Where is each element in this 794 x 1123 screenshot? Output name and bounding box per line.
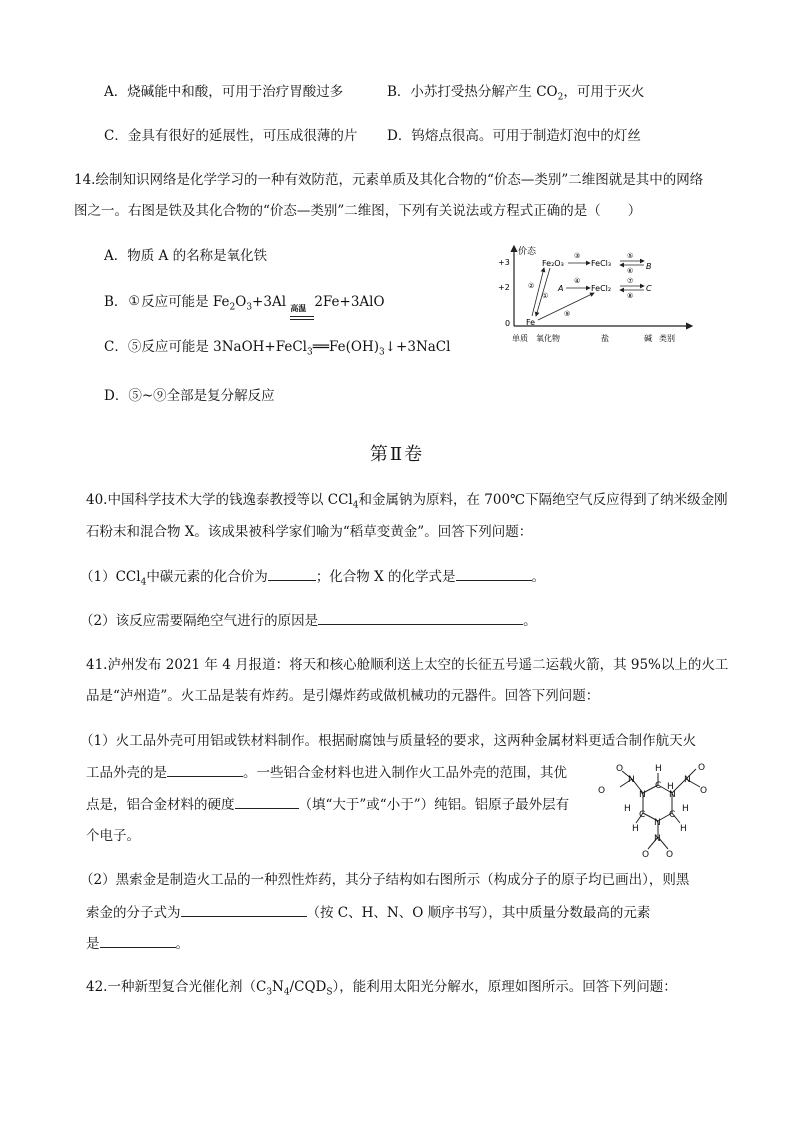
- arrow-label-3: ③: [574, 252, 581, 260]
- atom-h1: H: [655, 764, 662, 774]
- x-tick-salt: 盐: [601, 334, 609, 343]
- species-fecl3: FeCl₃: [591, 259, 612, 268]
- q41-part2-text: 索金的分子式为: [86, 905, 181, 921]
- answer-blank-molecular-formula[interactable]: [181, 902, 307, 917]
- arrow-label-7: ⑦: [627, 277, 634, 285]
- species-fe: Fe: [526, 318, 536, 327]
- q42-stem-text-n: N: [272, 979, 284, 995]
- q14-option-d-label: D．: [104, 388, 129, 404]
- species-a: A: [558, 284, 564, 293]
- q14-option-c: [104, 337, 450, 363]
- atom-c3: C: [669, 810, 676, 820]
- reaction-equals-line: [290, 316, 314, 320]
- subscript: 2: [557, 92, 564, 103]
- q41-stem-line1: 41.泸州发布 2021 年 4 月报道：将天和核心舱顺利送上太空的长征五号遥二运载火箭，其 95%以上的火工: [86, 657, 729, 673]
- species-fecl2: FeCl₂: [591, 284, 612, 293]
- atom-o2: O: [598, 786, 606, 796]
- circled-number: ⑤: [128, 388, 142, 404]
- y-tick-plus3: +3: [498, 258, 510, 267]
- q13-option-c: C．金具有很好的延展性，可压成很薄的片: [104, 128, 358, 144]
- q14-option-b: [104, 292, 385, 318]
- atom-n3: N: [654, 834, 661, 844]
- q40-part1-text-2: 中碳元素的化合价为: [146, 569, 268, 585]
- q14-stem-line2: 图之一。右图是铁及其化合物的“价态—类别”二维图，下列有关说法或方程式正确的是（ ）: [74, 203, 642, 219]
- q14-option-b-text-o: O: [235, 294, 247, 310]
- answer-blank-hardness[interactable]: [235, 794, 299, 809]
- q14-option-b-text: 反应可能是 Fe: [141, 294, 230, 310]
- subscript: 4: [283, 987, 290, 998]
- q14-option-a: A．物质 A 的名称是氧化铁: [104, 248, 268, 264]
- q40-part1-text-4: 。: [531, 569, 546, 585]
- x-tick-oxide: 氧化物: [536, 334, 560, 343]
- arrow-label-4: ④: [574, 277, 581, 285]
- q41-part1-line4: 个电子。: [86, 828, 140, 844]
- q40-part1-text: （1）CCl: [80, 569, 141, 585]
- answer-blank-element[interactable]: [100, 933, 176, 948]
- atom-o5: O: [642, 850, 650, 860]
- q41-part2-line2: [86, 902, 650, 923]
- q14-option-c-label: C．: [104, 339, 128, 355]
- iron-valence-diagram: [496, 240, 696, 350]
- atom-h4: H: [682, 804, 689, 814]
- q14-option-c-text-2: ══Fe(OH): [312, 339, 379, 355]
- q41-part1-text-4: （填“大于”或“小于”）纯铝。铝原子最外层有: [298, 797, 570, 813]
- q42-stem-text-cqd: /CQD: [289, 979, 327, 995]
- q13-option-b-text-2: ，可用于灭火: [563, 84, 645, 100]
- atom-n-ring2: N: [669, 790, 676, 800]
- q40-stem-line2: 石粉末和混合物 X。该成果被科学家们喻为“稻草变黄金”。回答下列问题：: [86, 524, 533, 540]
- arrow-label-9: ⑨: [564, 310, 571, 318]
- answer-blank-formula-x[interactable]: [456, 566, 532, 581]
- subscript: 3: [379, 347, 385, 358]
- q41-part1-text-2: 。一些铝合金材料也进入制作火工品外壳的范围，其优: [243, 765, 567, 781]
- x-axis-label: 类别: [659, 334, 675, 343]
- q40-stem-line1: [86, 490, 728, 516]
- y-tick-plus2: +2: [498, 283, 510, 292]
- q14-stem-line1: 14.绘制知识网络是化学学习的一种有效防范，元素单质及其化合物的“价态—类别”二维图就是其中的网络: [74, 172, 704, 188]
- subscript: 3: [266, 987, 273, 998]
- q41-part1-text: 工品外壳的是: [86, 765, 167, 781]
- atom-h5: H: [632, 824, 639, 834]
- circled-number: ⑤: [127, 339, 142, 355]
- atom-c1: C: [655, 781, 662, 791]
- subscript: S: [326, 987, 333, 998]
- species-c: C: [646, 284, 652, 293]
- q40-part1-text-3: ；化合物 X 的化学式是: [315, 569, 456, 585]
- q14-option-b-text-mid: +3Al: [252, 294, 291, 310]
- subscript: 3: [246, 302, 253, 313]
- q13-option-b: [387, 82, 644, 108]
- q41-part2-text-2: （按 C、H、N、O 顺序书写），其中质量分数最高的元素: [306, 905, 651, 921]
- answer-blank-valence[interactable]: [268, 566, 316, 581]
- x-tick-element: 单质: [512, 334, 528, 343]
- species-b: B: [646, 262, 652, 271]
- q13-option-d: D．钨熔点很高。可用于制造灯泡中的灯丝: [387, 128, 641, 144]
- q41-part2-line3: [86, 933, 189, 954]
- q14-option-d-text: 全部是复分解反应: [166, 388, 275, 404]
- atom-h6: H: [680, 824, 687, 834]
- q40-part2-text-2: 。: [523, 613, 537, 629]
- q41-part2-text-4: 。: [175, 936, 189, 952]
- arrow-label-2: ②: [528, 282, 535, 290]
- q14-option-c-text-3: ↓+3NaCl: [384, 339, 451, 355]
- species-fe2o3: Fe₂O₃: [542, 259, 564, 268]
- q40-stem-text: 40.中国科学技术大学的钱逸泰教授等以 CCl: [86, 492, 353, 508]
- circled-number: ①: [128, 294, 141, 309]
- q40-part2-text: （2）该反应需要隔绝空气进行的原因是: [80, 613, 319, 629]
- q41-part1-line2: [86, 762, 567, 783]
- q41-stem-line2: 品是“泸州造”。火工品是装有炸药。是引爆炸药或做机械功的元器件。回答下列问题：: [86, 688, 600, 704]
- rdx-molecule-diagram: [596, 757, 726, 865]
- q40-part1: [80, 566, 545, 593]
- atom-n-ring1: N: [639, 790, 646, 800]
- q13-option-a: A．烧碱能中和酸，可用于治疗胃酸过多: [104, 84, 344, 100]
- atom-c2: C: [639, 810, 646, 820]
- q40-part2: [80, 610, 537, 631]
- circled-number: ⑨: [153, 388, 167, 404]
- atom-h2: H: [667, 782, 674, 792]
- atom-n2: N: [684, 775, 691, 785]
- atom-n-ring3: N: [654, 818, 661, 828]
- subscript: 4: [140, 577, 147, 588]
- q42-stem-text-2: ），能利用太阳光分解水，原理如图所示。回答下列问题：: [332, 979, 677, 995]
- arrow-label-5: ⑤: [627, 252, 634, 260]
- q42-stem: [86, 977, 677, 1003]
- answer-blank-material[interactable]: [167, 762, 243, 777]
- atom-o4: O: [700, 786, 708, 796]
- arrow-label-1: ①: [542, 292, 549, 300]
- atom-n1: N: [628, 775, 635, 785]
- tilde: ~: [141, 388, 154, 404]
- q41-part1-line1: （1）火工品外壳可用铝或铁材料制作。根据耐腐蚀与质量轻的要求，这两种金属材料更适合制作航天火: [80, 733, 697, 749]
- q14-option-b-text-post: 2Fe+3AlO: [314, 294, 385, 310]
- q42-stem-text: 42.一种新型复合光催化剂（C: [86, 979, 267, 995]
- q14-option-b-label: B．: [104, 294, 128, 310]
- q41-part2-line1: （2）黑索金是制造火工品的一种烈性炸药，其分子结构如右图所示（构成分子的原子均已画出），则黑: [80, 872, 690, 888]
- y-tick-zero: 0: [505, 319, 511, 328]
- q41-part1-line3: [86, 794, 569, 815]
- q14-option-d: [104, 386, 275, 406]
- section-title: 第Ⅱ卷: [369, 444, 425, 465]
- subscript: 2: [229, 302, 236, 313]
- arrow-label-6: ⑥: [627, 267, 634, 275]
- y-axis-label: 价态: [518, 247, 537, 257]
- q41-part1-text-3: 点是，铝合金材料的硬度: [86, 797, 235, 813]
- atom-o3: O: [698, 763, 706, 773]
- reaction-condition-text: 高温: [290, 303, 307, 313]
- answer-blank-reason[interactable]: [318, 610, 523, 625]
- subscript: 4: [352, 500, 359, 511]
- q13-option-b-text: B．小苏打受热分解产生 CO: [387, 84, 558, 100]
- q40-stem-text-2: 和金属钠为原料，在 700℃下隔绝空气反应得到了纳米级金刚: [358, 492, 728, 508]
- x-tick-base: 碱: [644, 334, 652, 343]
- atom-o1: O: [616, 764, 624, 774]
- atom-o6: O: [666, 850, 674, 860]
- q41-part2-text-3: 是: [86, 936, 100, 952]
- atom-h3: H: [624, 804, 631, 814]
- q14-option-c-text: 反应可能是 3NaOH+FeCl: [141, 339, 308, 355]
- arrow-label-8: ⑧: [627, 292, 634, 300]
- subscript: 3: [307, 347, 313, 358]
